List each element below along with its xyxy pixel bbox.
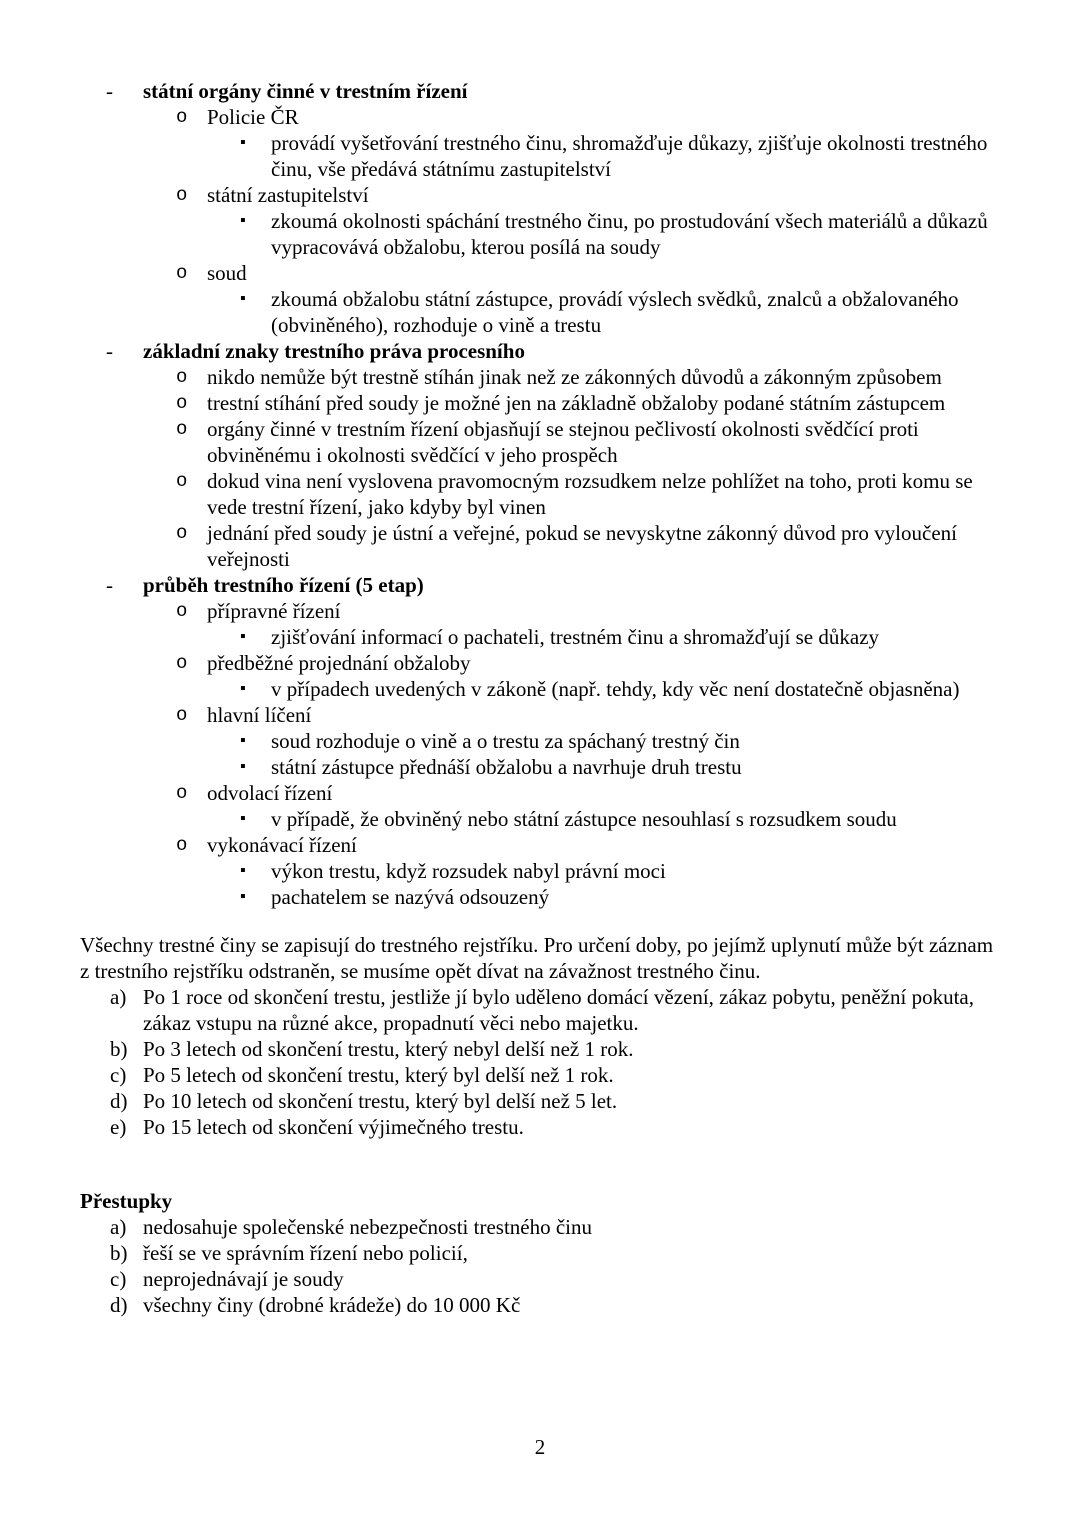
circle-bullet: o xyxy=(176,262,188,284)
list-item xyxy=(0,650,1080,676)
list-item xyxy=(0,702,1080,728)
list-subitem-text: zkoumá okolnosti spáchání trestného činu, po prostudování všech materiálů a důkazů vypracovává obžalobu, kterou posílá na soudy xyxy=(271,209,988,259)
offences-item-text: řeší se ve správním řízení nebo policií, xyxy=(143,1241,468,1265)
list-letter: b) xyxy=(110,1037,128,1061)
list-item-label: předběžné projednání obžaloby xyxy=(207,651,471,675)
list-letter: e) xyxy=(110,1115,127,1139)
list-subitem xyxy=(0,806,1080,832)
dash-bullet: - xyxy=(106,79,113,103)
list-item xyxy=(0,416,1080,468)
list-item-label: hlavní líčení xyxy=(207,703,312,727)
list-item-label: vykonávací řízení xyxy=(207,833,357,857)
list-letter: b) xyxy=(110,1241,128,1265)
list-item-label: přípravné řízení xyxy=(207,599,341,623)
registry-item-text: Po 5 letech od skončení trestu, který byl delší než 1 rok. xyxy=(143,1063,614,1087)
outline-section-1-title-row xyxy=(0,78,1080,104)
registry-list-item xyxy=(0,1114,1080,1140)
list-item xyxy=(0,182,1080,208)
square-bullet: ▪ xyxy=(240,810,246,827)
vertical-spacer xyxy=(0,1164,1080,1188)
circle-bullet: o xyxy=(176,184,188,206)
registry-list-item xyxy=(0,1062,1080,1088)
list-subitem xyxy=(0,728,1080,754)
circle-bullet: o xyxy=(176,704,188,726)
list-subitem xyxy=(0,676,1080,702)
offences-item-text: nedosahuje společenské nebezpečnosti trestného činu xyxy=(143,1215,593,1239)
circle-bullet: o xyxy=(176,366,188,388)
section-title: průběh trestního řízení (5 etap) xyxy=(143,573,424,597)
list-subitem xyxy=(0,286,1080,338)
list-item-label: odvolací řízení xyxy=(207,781,333,805)
list-letter: c) xyxy=(110,1063,127,1087)
list-subitem xyxy=(0,208,1080,260)
circle-bullet: o xyxy=(176,522,188,544)
list-item-label: dokud vina není vyslovena pravomocným rozsudkem nelze pohlížet na toho, proti komu se vede trestní řízení, jako kdyby byl vinen xyxy=(207,469,973,519)
list-letter: d) xyxy=(110,1089,128,1113)
list-subitem-text: v případě, že obviněný nebo státní zástupce nesouhlasí s rozsudkem soudu xyxy=(271,807,897,831)
outline-section-3-title-row xyxy=(0,572,1080,598)
registry-item-text: Po 10 letech od skončení trestu, který byl delší než 5 let. xyxy=(143,1089,618,1113)
list-subitem-text: pachatelem se nazývá odsouzený xyxy=(271,885,550,909)
vertical-spacer xyxy=(0,910,1080,932)
list-subitem xyxy=(0,130,1080,182)
list-subitem-text: výkon trestu, když rozsudek nabyl právní moci xyxy=(271,859,666,883)
list-subitem-text: v případech uvedených v zákoně (např. tehdy, kdy věc není dostatečně objasněna) xyxy=(271,677,960,701)
circle-bullet: o xyxy=(176,470,188,492)
list-item-label: soud xyxy=(207,261,247,285)
square-bullet: ▪ xyxy=(240,888,246,905)
list-subitem-text: zkoumá obžalobu státní zástupce, provádí výslech svědků, znalců a obžalovaného (obviněného), rozhoduje o vině a trestu xyxy=(271,287,959,337)
square-bullet: ▪ xyxy=(240,758,246,775)
list-subitem-text: státní zástupce přednáší obžalobu a navrhuje druh trestu xyxy=(271,755,742,779)
registry-item-text: Po 1 roce od skončení trestu, jestliže jí bylo uděleno domácí vězení, zákaz pobytu, peněžní pokuta, zákaz vstupu na různé akce, propadnutí věci nebo majetku. xyxy=(143,985,974,1035)
list-item-label: orgány činné v trestním řízení objasňují se stejnou pečlivostí okolnosti svědčící proti obviněnému i okolnosti svědčící v jeho prospěch xyxy=(207,417,919,467)
list-subitem-text: soud rozhoduje o vině a o trestu za spáchaný trestný čin xyxy=(271,729,740,753)
list-item xyxy=(0,364,1080,390)
list-item-label: státní zastupitelství xyxy=(207,183,369,207)
offences-list-item xyxy=(0,1266,1080,1292)
registry-list-item xyxy=(0,1088,1080,1114)
document-content xyxy=(0,78,1080,1318)
list-subitem xyxy=(0,858,1080,884)
circle-bullet: o xyxy=(176,418,188,440)
list-subitem-text: zjišťování informací o pachateli, trestném činu a shromažďují se důkazy xyxy=(271,625,880,649)
list-item xyxy=(0,260,1080,286)
vertical-spacer xyxy=(0,1140,1080,1164)
square-bullet: ▪ xyxy=(240,862,246,879)
square-bullet: ▪ xyxy=(240,134,246,151)
registry-item-text: Po 15 letech od skončení výjimečného trestu. xyxy=(143,1115,524,1139)
list-item xyxy=(0,598,1080,624)
list-letter: a) xyxy=(110,985,127,1009)
circle-bullet: o xyxy=(176,392,188,414)
circle-bullet: o xyxy=(176,834,188,856)
list-item-label: Policie ČR xyxy=(207,105,299,129)
list-letter: c) xyxy=(110,1267,127,1291)
registry-list-item xyxy=(0,984,1080,1036)
circle-bullet: o xyxy=(176,106,188,128)
list-item-label: nikdo nemůže být trestně stíhán jinak než ze zákonných důvodů a zákonným způsobem xyxy=(207,365,942,389)
registry-list-item xyxy=(0,1036,1080,1062)
list-item xyxy=(0,104,1080,130)
list-item-label: jednání před soudy je ústní a veřejné, pokud se nevyskytne zákonný důvod pro vyloučení veřejnosti xyxy=(207,521,957,571)
dash-bullet: - xyxy=(106,339,113,363)
circle-bullet: o xyxy=(176,652,188,674)
list-subitem xyxy=(0,754,1080,780)
list-letter: d) xyxy=(110,1293,128,1317)
section-title: státní orgány činné v trestním řízení xyxy=(143,79,468,103)
dash-bullet: - xyxy=(106,573,113,597)
list-item xyxy=(0,468,1080,520)
list-subitem xyxy=(0,884,1080,910)
square-bullet: ▪ xyxy=(240,212,246,229)
list-letter: a) xyxy=(110,1215,127,1239)
offences-list-item xyxy=(0,1292,1080,1318)
offences-list-item xyxy=(0,1240,1080,1266)
list-item xyxy=(0,780,1080,806)
page-number: 2 xyxy=(534,1435,546,1459)
section-title: základní znaky trestního práva procesního xyxy=(143,339,525,363)
list-item xyxy=(0,390,1080,416)
square-bullet: ▪ xyxy=(240,628,246,645)
registry-paragraph: Všechny trestné činy se zapisují do trestného rejstříku. Pro určení doby, po jejímž uplynutí může být záznam z trestního rejstříku odstraněn, se musíme opět dívat na závažnost trestného činu. xyxy=(80,933,994,983)
offences-item-text: neprojednávají je soudy xyxy=(143,1267,344,1291)
square-bullet: ▪ xyxy=(240,732,246,749)
square-bullet: ▪ xyxy=(240,290,246,307)
circle-bullet: o xyxy=(176,600,188,622)
circle-bullet: o xyxy=(176,782,188,804)
list-item xyxy=(0,520,1080,572)
offences-list-item xyxy=(0,1214,1080,1240)
list-subitem xyxy=(0,624,1080,650)
offences-item-text: všechny činy (drobné krádeže) do 10 000 Kč xyxy=(143,1293,521,1317)
registry-item-text: Po 3 letech od skončení trestu, který nebyl delší než 1 rok. xyxy=(143,1037,634,1061)
square-bullet: ▪ xyxy=(240,680,246,697)
offences-heading: Přestupky xyxy=(80,1189,173,1213)
list-subitem-text: provádí vyšetřování trestného činu, shromažďuje důkazy, zjišťuje okolnosti trestného činu, vše předává státnímu zastupitelství xyxy=(271,131,988,181)
outline-section-2-title-row xyxy=(0,338,1080,364)
list-item xyxy=(0,832,1080,858)
list-item-label: trestní stíhání před soudy je možné jen na základně obžaloby podané státním zástupcem xyxy=(207,391,946,415)
